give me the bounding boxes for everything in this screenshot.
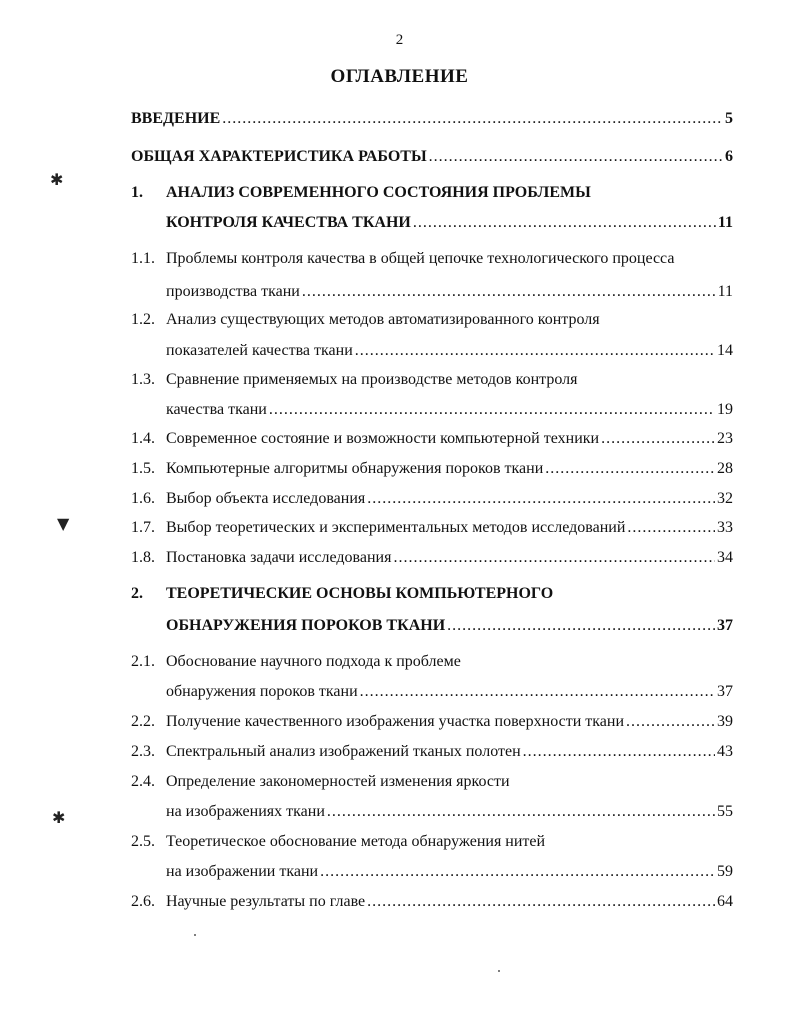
toc-entry-number: 1.2. — [131, 311, 155, 328]
toc-leader-dots — [320, 861, 715, 883]
toc-entry[interactable] — [131, 309, 600, 331]
toc-leader-dots — [601, 428, 715, 450]
toc-entry-page: 19 — [717, 401, 733, 418]
toc-leader-dots — [626, 711, 715, 733]
toc-entry[interactable] — [131, 741, 733, 763]
toc-entry[interactable] — [131, 771, 510, 793]
toc-entry-number: 2. — [131, 585, 143, 602]
toc-entry-page: 37 — [717, 683, 733, 700]
scan-speck — [498, 970, 500, 972]
toc-entry-number: 2.5. — [131, 833, 155, 850]
toc-entry-page: 28 — [717, 460, 733, 477]
toc-entry-number: 2.3. — [131, 743, 155, 760]
toc-leader-dots — [367, 891, 715, 913]
toc-entry[interactable] — [131, 458, 733, 480]
toc-entry-title: Спектральный анализ изображений тканых полотен — [166, 743, 521, 760]
toc-entry-title-cont: обнаружения пороков ткани — [166, 683, 358, 700]
toc-leader-dots — [627, 517, 715, 539]
toc-entry-title: Сравнение применяемых на производстве методов контроля — [166, 371, 578, 388]
toc-entry-page: 11 — [717, 283, 733, 300]
toc-leader-dots — [393, 547, 715, 569]
toc-entry-number: 1. — [131, 184, 143, 201]
toc-entry-page: 34 — [717, 549, 733, 566]
toc-entry-continuation[interactable] — [166, 212, 733, 234]
toc-entry[interactable] — [131, 488, 733, 510]
toc-entry-number: 1.1. — [131, 250, 155, 267]
toc-entry-title: Анализ существующих методов автоматизированного контроля — [166, 311, 600, 328]
toc-entry-continuation[interactable] — [166, 399, 733, 421]
scan-mark-icon: ▼ — [57, 514, 70, 533]
toc-leader-dots — [523, 741, 715, 763]
toc-entry-page: 6 — [725, 148, 733, 165]
toc-entry-title-cont: на изображении ткани — [166, 863, 319, 880]
toc-leader-dots — [355, 340, 715, 362]
toc-entry-title-cont: показателей качества ткани — [166, 342, 353, 359]
toc-entry-title: Научные результаты по главе — [166, 893, 366, 910]
toc-entry-number: 2.4. — [131, 773, 155, 790]
scan-speck — [194, 934, 196, 936]
toc-entry-continuation[interactable] — [166, 861, 733, 883]
toc-entry[interactable] — [131, 891, 733, 913]
toc-entry-title: Получение качественного изображения участка поверхности ткани — [166, 713, 625, 730]
toc-entry-title: Выбор теоретических и экспериментальных методов исследований — [166, 519, 626, 536]
toc-entry-page: 11 — [717, 214, 733, 231]
toc-entry-number: 1.5. — [131, 460, 155, 477]
toc-entry-page: 39 — [717, 713, 733, 730]
toc-entry-page: 14 — [717, 342, 733, 359]
toc-entry-page: 5 — [725, 110, 733, 127]
toc-entry[interactable] — [131, 182, 591, 204]
page-number: 2 — [395, 32, 404, 48]
toc-entry-number: 1.6. — [131, 490, 155, 507]
toc-entry-page: 32 — [717, 490, 733, 507]
toc-title: ОГЛАВЛЕНИЕ — [330, 66, 469, 87]
toc-entry-number: 2.2. — [131, 713, 155, 730]
toc-entry-page: 59 — [717, 863, 733, 880]
toc-entry-title: Компьютерные алгоритмы обнаружения пороков ткани — [166, 460, 544, 477]
toc-entry-continuation[interactable] — [166, 801, 733, 823]
toc-entry-title: Определение закономерностей изменения яркости — [166, 773, 510, 790]
toc-entry[interactable] — [131, 583, 553, 605]
toc-entry-continuation[interactable] — [166, 615, 733, 637]
toc-entry-title: ТЕОРЕТИЧЕСКИЕ ОСНОВЫ КОМПЬЮТЕРНОГО — [166, 585, 554, 602]
toc-leader-dots — [447, 615, 715, 637]
toc-entry-continuation[interactable] — [166, 681, 733, 703]
toc-entry-page: 23 — [717, 430, 733, 447]
toc-entry-page: 33 — [717, 519, 733, 536]
toc-entry-page: 37 — [717, 617, 733, 634]
toc-entry-continuation[interactable] — [166, 340, 733, 362]
toc-entry[interactable] — [131, 369, 577, 391]
toc-entry[interactable] — [131, 651, 461, 673]
toc-entry-number: 2.6. — [131, 893, 155, 910]
toc-entry[interactable] — [131, 146, 733, 168]
toc-entry-title: Современное состояние и возможности компьютерной техники — [166, 430, 600, 447]
toc-entry-title: Выбор объекта исследования — [166, 490, 366, 507]
toc-entry-title: АНАЛИЗ СОВРЕМЕННОГО СОСТОЯНИЯ ПРОБЛЕМЫ — [166, 184, 591, 201]
toc-leader-dots — [269, 399, 715, 421]
toc-entry[interactable] — [131, 248, 674, 270]
toc-entry[interactable] — [131, 108, 733, 130]
toc-entry-number: 1.4. — [131, 430, 155, 447]
toc-entry-title-cont: ОБНАРУЖЕНИЯ ПОРОКОВ ТКАНИ — [166, 617, 446, 634]
toc-entry-title: Постановка задачи исследования — [166, 549, 392, 566]
toc-entry-title-cont: производства ткани — [166, 283, 300, 300]
toc-entry-number: 1.3. — [131, 371, 155, 388]
toc-entry[interactable] — [131, 831, 545, 853]
toc-entry-continuation[interactable] — [166, 281, 733, 303]
toc-entry-title-cont: качества ткани — [166, 401, 267, 418]
toc-entry[interactable] — [131, 547, 733, 569]
toc-leader-dots — [429, 146, 723, 168]
toc-leader-dots — [222, 108, 723, 130]
toc-entry[interactable] — [131, 428, 733, 450]
toc-leader-dots — [327, 801, 715, 823]
toc-entry-title: Проблемы контроля качества в общей цепочке технологического процесса — [166, 250, 675, 267]
toc-entry[interactable] — [131, 711, 733, 733]
toc-leader-dots — [367, 488, 715, 510]
toc-entry-title: ОБЩАЯ ХАРАКТЕРИСТИКА РАБОТЫ — [131, 148, 427, 165]
toc-entry-number: 2.1. — [131, 653, 155, 670]
toc-leader-dots — [413, 212, 716, 234]
toc-leader-dots — [302, 281, 716, 303]
scan-mark-icon: ✱ — [50, 170, 64, 189]
toc-entry-title-cont: КОНТРОЛЯ КАЧЕСТВА ТКАНИ — [166, 214, 411, 231]
toc-entry-title: Обоснование научного подхода к проблеме — [166, 653, 461, 670]
toc-entry-page: 43 — [717, 743, 733, 760]
toc-entry-number: 1.7. — [131, 519, 155, 536]
toc-leader-dots — [545, 458, 715, 480]
toc-entry-page: 64 — [717, 893, 733, 910]
toc-leader-dots — [360, 681, 715, 703]
toc-entry-title-cont: на изображениях ткани — [166, 803, 325, 820]
toc-entry-page: 55 — [717, 803, 733, 820]
scan-mark-icon: ✱ — [52, 808, 66, 827]
toc-entry-title: ВВЕДЕНИЕ — [131, 110, 221, 127]
toc-entry-number: 1.8. — [131, 549, 155, 566]
toc-entry[interactable] — [131, 517, 733, 539]
toc-entry-title: Теоретическое обоснование метода обнаружения нитей — [166, 833, 546, 850]
